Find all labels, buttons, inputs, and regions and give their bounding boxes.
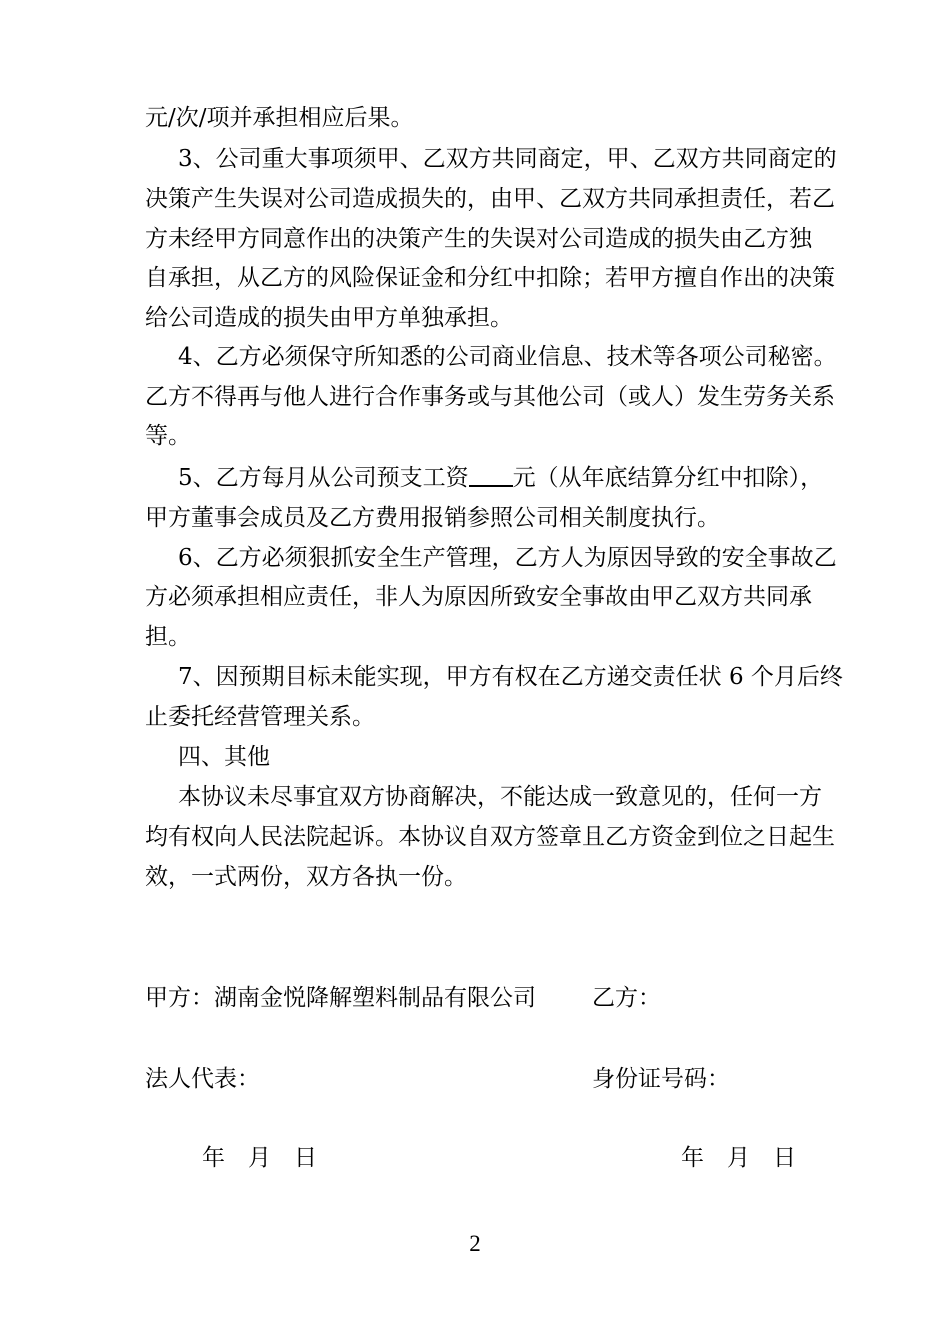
legal-representative-label: 法人代表：: [145, 1066, 260, 1092]
paragraph-4-line-2: 乙方不得再与他人进行合作事务或与其他公司（或人）发生劳务关系: [145, 384, 835, 410]
paragraph-5-line-2: 甲方董事会成员及乙方费用报销参照公司相关制度执行。: [145, 505, 720, 531]
paragraph-6-line-3: 担。: [145, 624, 191, 650]
page-number: 2: [469, 1231, 481, 1256]
section-4-line-3: 效，一式两份，双方各执一份。: [145, 864, 467, 890]
paragraph-6-line-1: 6、乙方必须狠抓安全生产管理，乙方人为原因导致的安全事故乙: [178, 545, 837, 571]
paragraph-3-line-1: 3、公司重大事项须甲、乙双方共同商定，甲、乙双方共同商定的: [178, 146, 837, 172]
paragraph-5-text-before: 5、乙方每月从公司预支工资: [178, 465, 469, 491]
paragraph-2-tail: 元/次/项并承担相应后果。: [145, 105, 414, 131]
id-number-label: 身份证号码：: [592, 1066, 730, 1092]
paragraph-3-line-3: 方未经甲方同意作出的决策产生的失误对公司造成的损失由乙方独: [145, 226, 812, 252]
date-party-a: 年 月 日: [202, 1145, 317, 1171]
paragraph-3-line-2: 决策产生失误对公司造成损失的，由甲、乙双方共同承担责任，若乙: [145, 186, 835, 212]
paragraph-5-line-1: [178, 463, 823, 493]
date-party-b: 年 月 日: [681, 1145, 796, 1171]
party-b-label: 乙方：: [592, 985, 661, 1011]
paragraph-4-line-3: 等。: [145, 423, 191, 449]
section-4-line-2: 均有权向人民法院起诉。本协议自双方签章且乙方资金到位之日起生: [145, 824, 835, 850]
paragraph-5-text-after: 元（从年底结算分红中扣除），: [512, 465, 824, 491]
paragraph-3-line-5: 给公司造成的损失由甲方单独承担。: [145, 305, 513, 331]
party-a-label: 甲方：湖南金悦降解塑料制品有限公司: [145, 985, 536, 1011]
salary-blank-field: [469, 463, 513, 487]
paragraph-7-line-2: 止委托经营管理关系。: [145, 704, 375, 730]
paragraph-3-line-4: 自承担，从乙方的风险保证金和分红中扣除；若甲方擅自作出的决策: [145, 265, 835, 291]
section-4-line-1: 本协议未尽事宜双方协商解决，不能达成一致意见的，任何一方: [178, 784, 822, 810]
paragraph-4-line-1: 4、乙方必须保守所知悉的公司商业信息、技术等各项公司秘密。: [178, 344, 837, 370]
paragraph-7-line-1: 7、因预期目标未能实现，甲方有权在乙方递交责任状 6 个月后终: [178, 664, 843, 690]
section-4-heading: 四、其他: [178, 744, 270, 770]
paragraph-6-line-2: 方必须承担相应责任，非人为原因所致安全事故由甲乙双方共同承: [145, 584, 812, 610]
